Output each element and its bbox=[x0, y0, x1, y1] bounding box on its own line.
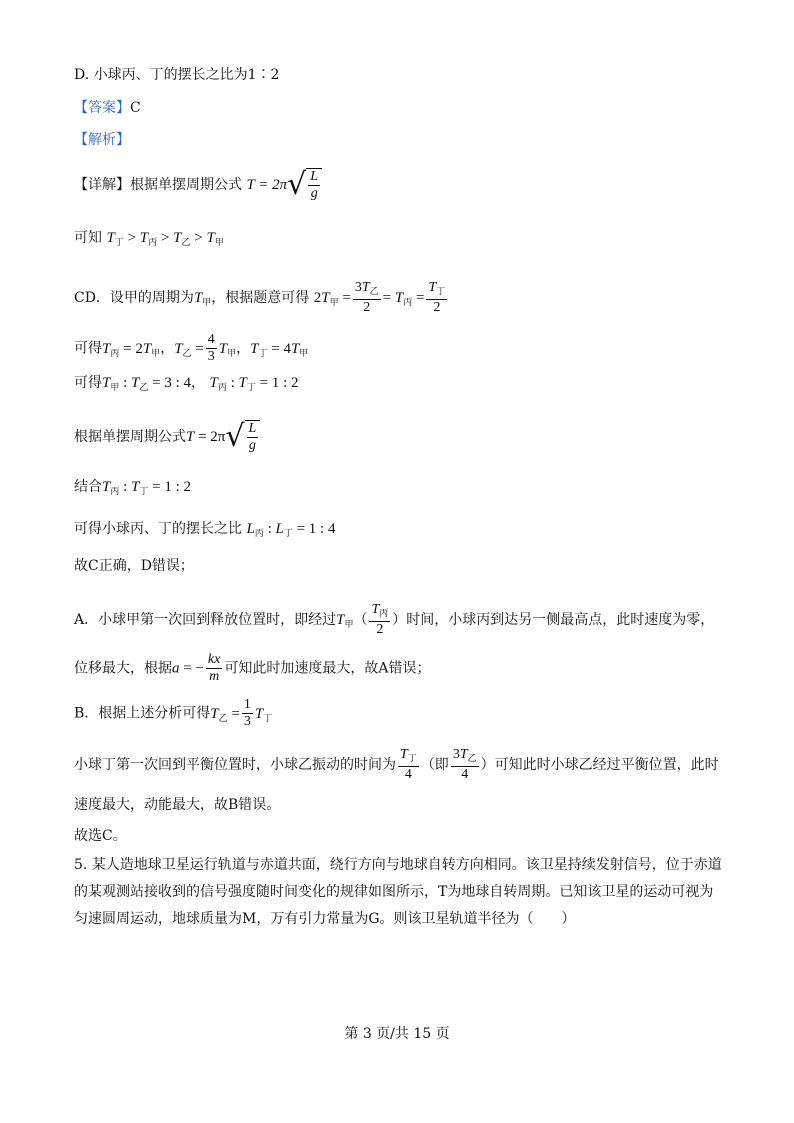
option-d: D. 小球丙、丁的摆长之比为1∶2 bbox=[74, 67, 280, 83]
analysis-tag: 【解析】 bbox=[74, 132, 130, 148]
answer-line bbox=[74, 98, 141, 118]
detail-tag: 【详解】 bbox=[74, 177, 130, 193]
detail-text: 根据单摆周期公式 bbox=[130, 177, 242, 193]
option-a2-text-1: 位移最大，根据 bbox=[74, 660, 172, 677]
question-5: 5. 某人造地球卫星运行轨道与赤道共面，绕行方向与地球自转方向相同。该卫星持续发射信号，位于赤道的某观测站接收到的信号强度随时间变化的规律如图所示，T为地球自转周期。已知该卫星的运动可视为匀速圆周运动，地球质量为M，万有引力常量为G。则该卫星轨道半径为（ ） bbox=[74, 857, 722, 927]
ding-text-2: （即 bbox=[420, 757, 449, 773]
length-ratio-text: 可得小球丙、丁的摆长之比 bbox=[74, 521, 242, 537]
option-a-text-1: A．小球甲第一次回到释放位置时，即经过 bbox=[74, 612, 337, 628]
sub-jia: 甲 bbox=[214, 237, 224, 247]
option-a2-text-2: 可知此时加速度最大，故A错误； bbox=[224, 660, 431, 677]
sub-yi: 乙 bbox=[181, 237, 191, 247]
sub-bing: 丙 bbox=[148, 237, 158, 247]
order-line: 可知 $T_丁 > T_丙 > T_乙 > T_甲$ bbox=[74, 230, 224, 247]
ding-line: 小球丁第一次回到平衡位置时，小球乙振动的时间为 $\frac{T_丁}{4}$ （即 $\frac{3T_乙}{4}$ ）可知此时小球乙经过平衡位置，此时 bbox=[74, 747, 719, 782]
page-footer: 第 3 页/共 15 页 bbox=[344, 1026, 450, 1042]
option-b-line: B．根据上述分析可得$T_乙$ = $\frac{1}{3}$ $T_丁$ bbox=[74, 697, 273, 729]
cd-line: CD．设甲的周期为$T_甲$，根据题意可得 $2T_甲$ = $\frac{3T_乙}{2}$ = $T_丙$ = $\frac{T_丁}{2}$ bbox=[74, 280, 446, 315]
option-b-text: B．根据上述分析可得 bbox=[74, 705, 211, 722]
ding-text-3: ）可知此时小球乙经过平衡位置，此时 bbox=[480, 757, 719, 773]
option-a-text-2: 时间，小球丙到达另一侧最高点，此时速度为零， bbox=[406, 612, 715, 628]
result-line-2: 可得$T_甲$ : $T_乙 = 3$ : 4， $T_丙$ : $T_丁 = 1$ : 2 bbox=[74, 375, 299, 392]
ding-text-1: 小球丁第一次回到平衡位置时，小球乙振动的时间为 bbox=[74, 757, 396, 773]
option-a-line-1: A．小球甲第一次回到释放位置时，即经过$T_甲$（ $\frac{T_丙}{2}$ ）时间，小球丙到达另一侧最高点，此时速度为零， bbox=[74, 602, 715, 637]
result1-prefix: 可得 bbox=[74, 340, 102, 357]
detail-line bbox=[74, 168, 322, 202]
combine-line: 结合$T_丙$ : $T_丁 = 1$ : 2 bbox=[74, 479, 192, 496]
result2-prefix: 可得 bbox=[74, 375, 102, 391]
formula-t: T = 2π bbox=[246, 177, 288, 193]
combine-prefix: 结合 bbox=[74, 479, 102, 495]
formula2-text: 根据单摆周期公式 bbox=[74, 429, 186, 445]
result-line-1: 可得$T_丙 = 2T_甲$，$T_乙$ = $\frac{4}{3}$ $T_甲$，$T_丁 = 4T_甲$ bbox=[74, 332, 309, 364]
option-a-line-2: 位移最大，根据a = − $\frac{kx}{m}$ 可知此时加速度最大，故A错误； bbox=[74, 652, 431, 684]
formula-line-2: 根据单摆周期公式T = 2π √ $\frac{L}{g}$ bbox=[74, 420, 260, 454]
conclusion-cd: 故C正确，D错误； bbox=[74, 558, 194, 574]
answer-tag: 【答案】 bbox=[74, 100, 130, 116]
select-line: 故选C。 bbox=[74, 828, 127, 844]
frac-den-g: g bbox=[310, 186, 318, 201]
sqrt-formula: √ $\frac{L}{g}$ bbox=[287, 168, 322, 202]
length-ratio-line: 可得小球丙、丁的摆长之比 $L_丙$ : $L_丁 = 1$ : 4 bbox=[74, 521, 336, 538]
speed-line: 速度最大，动能最大，故B错误。 bbox=[74, 797, 281, 813]
order-prefix: 可知 bbox=[74, 230, 102, 246]
cd-mid: ，根据题意可得 bbox=[211, 290, 310, 306]
sub-ding: 丁 bbox=[114, 237, 124, 247]
cd-prefix: CD．设甲的周期为 bbox=[74, 290, 194, 306]
answer-value: C bbox=[130, 100, 141, 116]
frac-num-l: L bbox=[310, 169, 319, 184]
